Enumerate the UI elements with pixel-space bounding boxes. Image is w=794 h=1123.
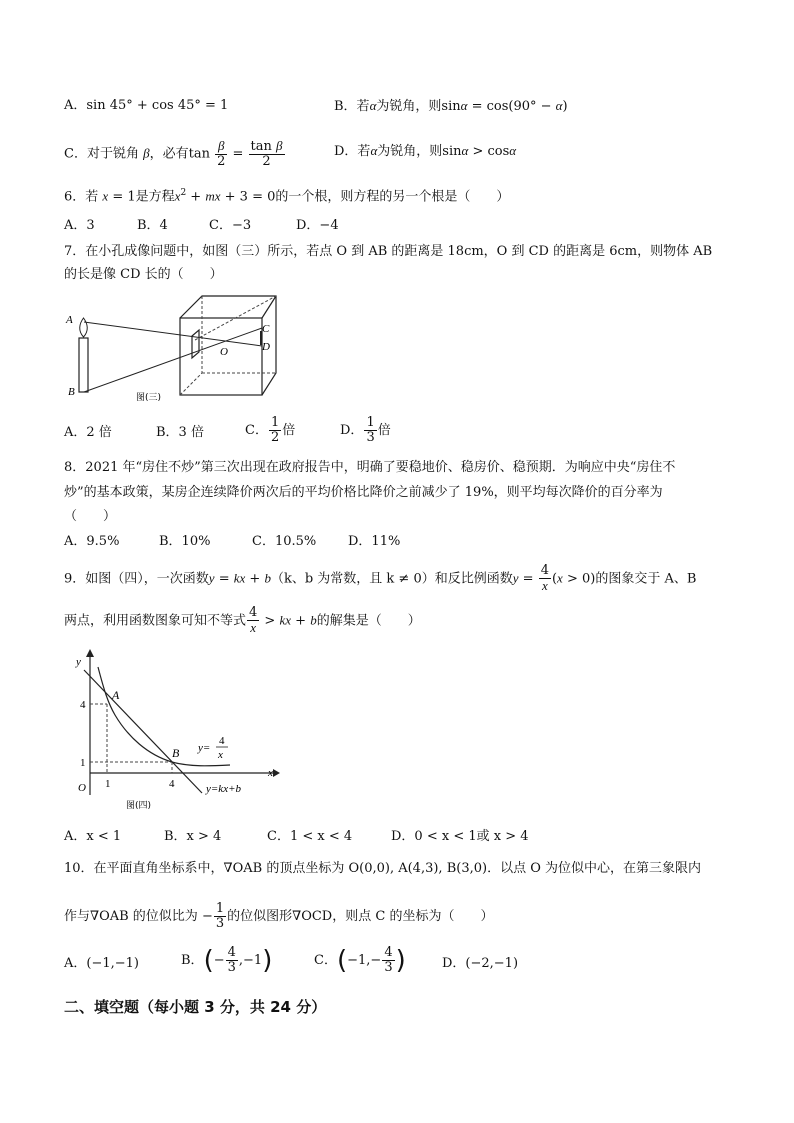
q5-d-mid: 为锐角，则 — [377, 144, 443, 159]
q9-line1-mid: （k、b 为常数，且 k ≠ 0）和反比例函数 — [270, 571, 513, 587]
q9-line1-prefix: 9．如图（四），一次函数 — [64, 571, 209, 587]
q7-option-a: A．2 倍 — [64, 425, 112, 440]
q7-c-prefix: C． — [245, 423, 268, 438]
q9-line2-suffix: 的解集是（ ） — [316, 613, 421, 629]
fig4-label-a: A — [112, 688, 120, 702]
q10-option-d: D．(−2,−1) — [442, 956, 519, 971]
fig4-x-tick-4: 4 — [169, 778, 175, 790]
q7-d-suffix: 倍 — [377, 423, 391, 438]
q10-line2-prefix: 作与∇OAB 的位似比为 − — [64, 909, 213, 924]
fraction: $\frac{4}{x}$ — [540, 563, 549, 593]
q7-option-b: B．3 倍 — [156, 425, 204, 440]
q7-option-d — [340, 416, 391, 445]
fig3-label-c: C — [262, 323, 270, 335]
q9-line2: 两点，利用函数图象可知不等式 $\frac{4}{x}$ > kx + b的解集是（ ） — [64, 605, 421, 635]
fraction: $\frac{1}{3}$ — [215, 901, 225, 931]
q6-stem-prefix: 6．若 — [64, 189, 99, 205]
section-heading: 二、填空题（每小题 3 分，共 24 分） — [64, 998, 327, 1016]
q9-line1-suffix: 的图象交于 A、B — [595, 571, 697, 587]
fig4-label-b: B — [172, 746, 180, 760]
fraction: $\frac{4}{3}$ — [227, 945, 236, 975]
q9-line2-prefix: 两点，利用函数图象可知不等式 — [64, 613, 247, 629]
q10-c-prefix: C． — [314, 953, 337, 968]
q8-line2: 炒”的基本政策，某房企连续降价两次后的平均价格比降价之前减少了 19%，则平均每次降价的百分率为 — [64, 485, 663, 500]
q6-option-a: A．3 — [64, 218, 95, 233]
q10-option-a: A．(−1,−1) — [64, 956, 139, 971]
fig4-curve-num: 4 — [219, 735, 225, 747]
q5-option-b: B．若α为锐角，则sinα = cos(90° − α) — [334, 98, 568, 114]
q10-line1: 10．在平面直角坐标系中，∇OAB 的顶点坐标为 O(0,0), A(4,3), B(3,0)．以点 O 为位似中心，在第三象限内 — [64, 861, 701, 876]
fig3-caption: 图(三) — [136, 393, 162, 402]
q8-option-a: A．9.5% — [64, 534, 120, 549]
q8-line1: 8．2021 年“房住不炒”第三次出现在政府报告中，明确了要稳地价、稳房价、稳预期．为响应中央“房住不 — [64, 460, 676, 475]
q10-line2-suffix: 的位似图形∇OCD，则点 C 的坐标为（ ） — [227, 909, 494, 924]
q7-option-c — [245, 416, 295, 445]
fig4-label-y: y — [76, 656, 81, 668]
q10-option-b: B．(− $\frac{4}{3}$ ,−1) — [181, 945, 273, 976]
fig3-label-b: B — [68, 386, 75, 398]
q5-option-c: C．对于锐角 β，必有tan $\frac{\beta}{2}$ = $\frac{\text{tan β}}{2}$ — [64, 138, 283, 169]
q8-option-d: D．11% — [348, 534, 401, 549]
fig3-label-o: O — [220, 346, 228, 358]
fraction: $\frac{1}{3}$ — [366, 415, 375, 445]
fraction: $\frac{1}{2}$ — [270, 415, 280, 445]
q9-option-a: A．x < 1 — [64, 829, 122, 844]
q7-line1: 7．在小孔成像问题中，如图（三）所示，若点 O 到 AB 的距离是 18cm，O 到 CD 的距离是 6cm，则物体 AB — [64, 244, 713, 259]
pinhole — [192, 330, 199, 358]
fig4-caption: 图(四) — [126, 801, 152, 810]
fraction: $\frac{\beta}{2}$ — [217, 138, 226, 169]
fig4-line-label: y=kx+b — [206, 783, 241, 795]
q9-option-c: C．1 < x < 4 — [267, 829, 353, 844]
fig3-label-a: A — [66, 314, 73, 326]
q7-c-suffix: 倍 — [282, 423, 296, 438]
fig4-label-o: O — [78, 782, 86, 794]
candle-body — [79, 338, 88, 392]
q9-option-b: B．x > 4 — [164, 829, 222, 844]
q5-c-prefix: C．对于锐角 — [64, 146, 139, 162]
fig3-label-d: D — [262, 341, 270, 353]
fig4-x-tick-1: 1 — [105, 778, 111, 790]
q5-option-d: D．若α为锐角，则sinα > cosα — [334, 143, 517, 159]
fig4-curve-label: y= — [198, 742, 211, 754]
q10-b-prefix: B． — [181, 953, 204, 968]
q6-option-d: D．−4 — [296, 218, 339, 233]
q7-d-prefix: D． — [340, 423, 364, 438]
fig4-y-tick-4: 4 — [80, 699, 86, 711]
q6-stem-mid: 是方程 — [135, 189, 175, 205]
q9-option-d: D．0 < x < 1或 x > 4 — [391, 829, 529, 844]
q7-figure — [62, 288, 282, 402]
q6-stem: 6．若 x = 1是方程$x^2$ + mx + 3 = 0的一个根，则方程的另一个根是（ ） — [64, 188, 510, 205]
fig4-label-x: x — [268, 767, 273, 779]
q5-c-mid: ，必有 — [149, 146, 189, 162]
q8-line3: （ ） — [64, 509, 117, 524]
fraction: $\frac{4}{x}$ — [249, 605, 258, 635]
q9-figure — [70, 645, 285, 810]
q8-option-c: C．10.5% — [252, 534, 317, 549]
q5-b-prefix: B．若 — [334, 99, 370, 114]
q5-d-prefix: D．若 — [334, 144, 371, 159]
q7-line2: 的长是像 CD 长的（ ） — [64, 267, 223, 282]
fig4-y-tick-1: 1 — [80, 757, 86, 769]
q9-line1: 9．如图（四），一次函数y = kx + b（k、b 为常数，且 k ≠ 0）和反比例函数y = $\frac{4}{x}$ (x > 0)的图象交于 A、B — [64, 563, 697, 593]
q6-option-c: C．−3 — [209, 218, 252, 233]
q8-option-b: B．10% — [159, 534, 211, 549]
candle-flame — [80, 318, 88, 337]
fig4-curve-den: x — [218, 749, 223, 761]
q6-option-b: B．4 — [137, 218, 168, 233]
fraction: $\frac{\text{tan β}}{2}$ — [250, 138, 283, 169]
q10-line2 — [64, 902, 493, 931]
q5-b-mid: 为锐角，则 — [376, 99, 442, 114]
q6-stem-suffix: 的一个根，则方程的另一个根是（ ） — [275, 189, 510, 205]
linear-graph — [84, 670, 202, 793]
q10-option-c: C．(−1,− $\frac{4}{3}$ ) — [314, 945, 406, 976]
q5-option-a: A．sin 45° + cos 45° = 1 — [64, 98, 229, 113]
fraction: $\frac{4}{3}$ — [384, 945, 393, 975]
